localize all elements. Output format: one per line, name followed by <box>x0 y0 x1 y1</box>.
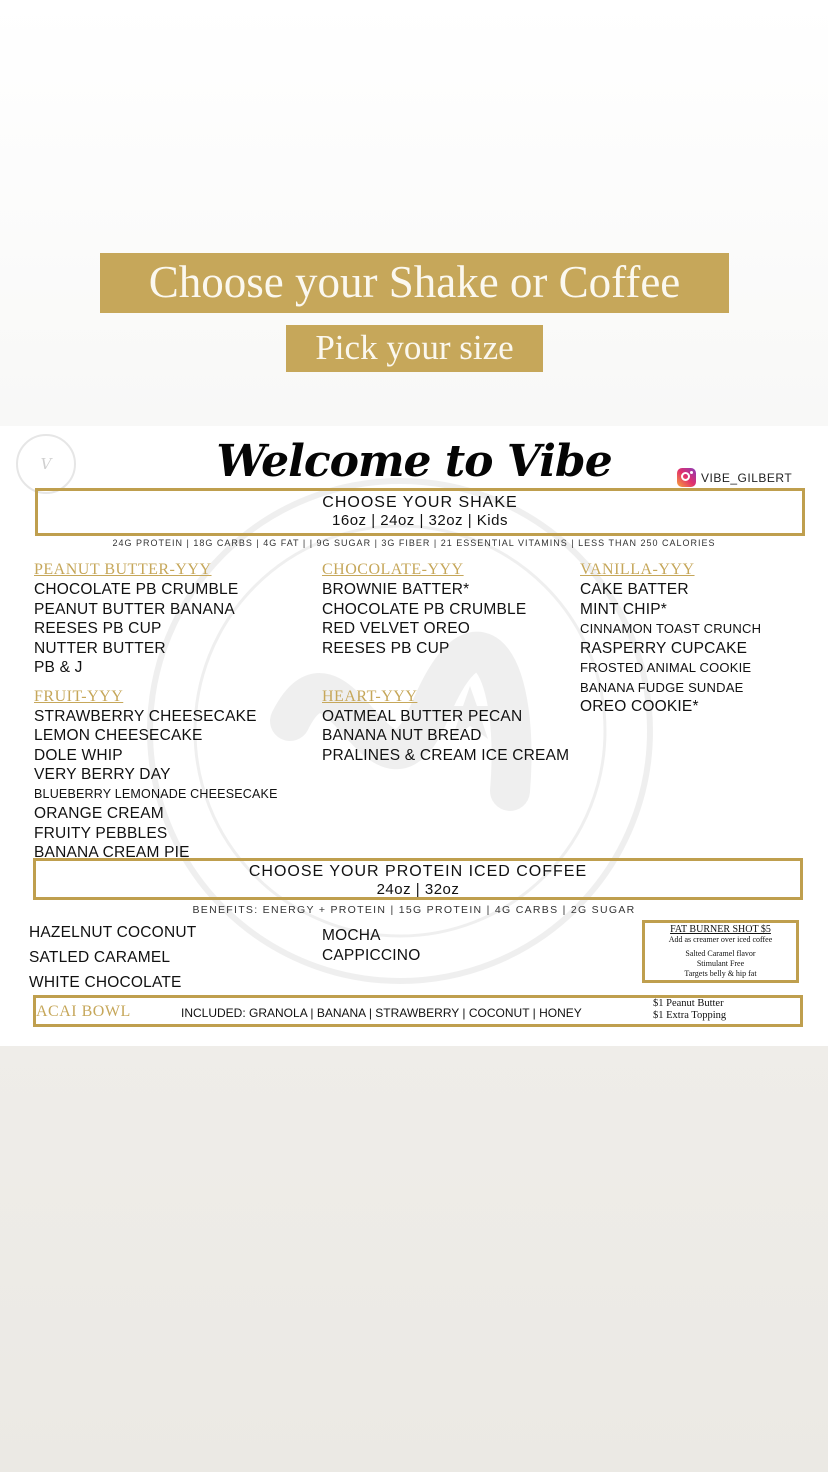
menu-item: CINNAMON TOAST CRUNCH <box>580 621 762 636</box>
coffee-flavors-right <box>322 926 420 966</box>
instagram-icon <box>677 468 696 487</box>
menu-item: STRAWBERRY CHEESECAKE <box>34 707 257 725</box>
acai-bowl-box <box>33 995 803 1027</box>
menu-item: RASPERRY CUPCAKE <box>580 639 748 657</box>
menu-item: DOLE WHIP <box>34 746 123 764</box>
headline-text: Choose your Shake or Coffee <box>148 257 681 307</box>
menu-item: OATMEAL BUTTER PECAN <box>322 707 523 725</box>
instagram-link[interactable] <box>677 468 792 487</box>
menu-item: LEMON CHEESECAKE <box>34 727 203 744</box>
subheadline-text: Pick your size <box>315 328 514 367</box>
menu-item: FRUITY PEBBLES <box>34 824 168 842</box>
category-heart: HEART-YYY <box>322 687 418 705</box>
menu-item: BLUEBERRY LEMONADE CHEESECAKE <box>34 786 278 801</box>
fat-burner-detail: Stimulant Free <box>696 959 745 968</box>
fat-burner-subtitle: Add as creamer over iced coffee <box>668 935 773 944</box>
menu-item: ORANGE CREAM <box>34 805 164 822</box>
menu-item: OREO COOKIE* <box>580 698 699 715</box>
fat-burner-detail: Targets belly & hip fat <box>684 969 757 978</box>
column-middle <box>322 560 569 765</box>
menu-item: REESES PB CUP <box>34 620 162 637</box>
coffee-flavors-left <box>29 920 196 995</box>
subheadline-banner <box>286 325 543 372</box>
coffee-flavor: HAZELNUT COCONUT <box>29 924 197 941</box>
menu-card <box>0 426 828 1046</box>
shake-sizes: 16oz | 24oz | 32oz | Kids <box>332 512 508 529</box>
category-vanilla: VANILLA-YYY <box>580 561 695 578</box>
acai-extra: $1 Extra Topping <box>653 1010 727 1021</box>
menu-title: Welcome to Vibe <box>216 436 612 487</box>
menu-item: MINT CHIP* <box>580 600 667 618</box>
coffee-flavor: MOCHA <box>322 927 381 944</box>
acai-included: INCLUDED: GRANOLA | BANANA | STRAWBERRY | COCONUT | HONEY <box>181 1006 582 1020</box>
menu-item: REESES PB CUP <box>322 639 450 657</box>
choose-coffee-box <box>33 858 803 900</box>
menu-item: PB & J <box>34 659 83 676</box>
menu-item: PEANUT BUTTER BANANA <box>34 600 235 618</box>
fat-burner-title: FAT BURNER SHOT $5 <box>670 924 771 935</box>
instagram-handle: VIBE_GILBERT <box>701 470 793 485</box>
menu-item: CHOCOLATE PB CRUMBLE <box>34 581 239 598</box>
category-chocolate: CHOCOLATE-YYY <box>322 561 464 578</box>
acai-title: ACAI BOWL <box>36 1003 131 1020</box>
coffee-benefits: BENEFITS: ENERGY + PROTEIN | 15G PROTEIN | 4G CARBS | 2G SUGAR <box>192 904 636 916</box>
category-fruit: FRUIT-YYY <box>34 687 124 705</box>
column-left <box>34 560 278 863</box>
choose-coffee-heading: CHOOSE YOUR PROTEIN ICED COFFEE <box>248 863 588 880</box>
menu-item: RED VELVET OREO <box>322 620 470 637</box>
menu-item: BROWNIE BATTER* <box>322 581 470 598</box>
coffee-flavor: WHITE CHOCOLATE <box>29 974 182 991</box>
fat-burner-box <box>642 920 799 983</box>
menu-item: CHOCOLATE PB CRUMBLE <box>322 600 527 618</box>
headline-banner <box>100 253 729 313</box>
menu-item: BANANA FUDGE SUNDAE <box>580 679 744 695</box>
acai-extra: $1 Peanut Butter <box>653 998 724 1009</box>
acai-extras <box>653 998 726 1022</box>
choose-shake-heading: CHOOSE YOUR SHAKE <box>322 494 518 511</box>
menu-item: VERY BERRY DAY <box>34 766 171 783</box>
menu-item: BANANA CREAM PIE <box>34 844 190 861</box>
category-peanut-butter: PEANUT BUTTER-YYY <box>34 561 212 578</box>
menu-item: NUTTER BUTTER <box>34 639 166 657</box>
fat-burner-detail: Salted Caramel flavor <box>685 949 756 958</box>
corner-logo: V <box>16 434 76 494</box>
coffee-flavor: CAPPICCINO <box>322 947 421 964</box>
coffee-sizes: 24oz | 32oz <box>376 881 460 898</box>
menu-item: FROSTED ANIMAL COOKIE <box>580 660 752 675</box>
shake-nutrition: 24G PROTEIN | 18G CARBS | 4G FAT | | 9G SUGAR | 3G FIBER | 21 ESSENTIAL VITAMINS | LESS THAN 250 CALORIES <box>112 538 716 548</box>
coffee-flavor: SATLED CARAMEL <box>29 949 171 966</box>
menu-item: PRALINES & CREAM ICE CREAM <box>322 746 570 764</box>
menu-item: CAKE BATTER <box>580 581 689 598</box>
menu-item: BANANA NUT BREAD <box>322 727 482 744</box>
column-right <box>580 560 761 717</box>
choose-shake-box <box>35 488 805 536</box>
